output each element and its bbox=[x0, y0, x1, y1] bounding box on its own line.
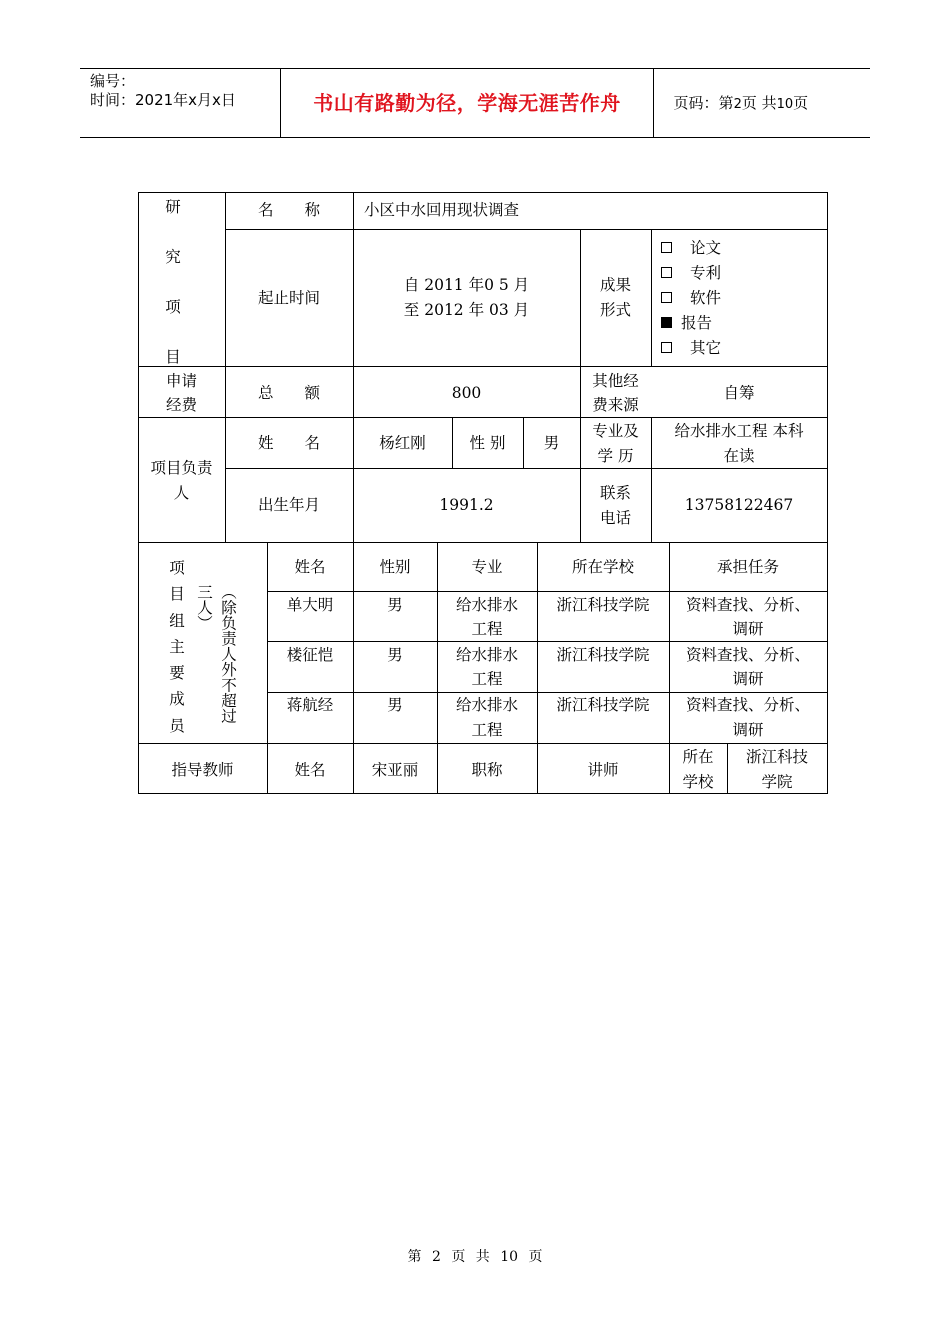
member-major-1: 给水排水 bbox=[455, 646, 518, 664]
application-form-table bbox=[138, 192, 828, 794]
page-total: 10 bbox=[776, 97, 794, 112]
page-footer: 第 2 页 共 10 页 bbox=[407, 1249, 543, 1265]
page-mid: 页 共 bbox=[741, 94, 777, 112]
member-school: 浙江科技学院 bbox=[556, 696, 650, 714]
advisor-title: 讲师 bbox=[587, 761, 619, 779]
members-note: （除负责人外不超过三人） bbox=[195, 584, 237, 724]
leader-gender: 男 bbox=[543, 434, 560, 452]
advisor-school-label-2: 学校 bbox=[682, 773, 714, 791]
member-task-1: 资料查找、分析、 bbox=[685, 696, 810, 714]
header-meta bbox=[80, 69, 281, 137]
time-label: 时间：2021年x月x日 bbox=[90, 91, 236, 109]
result-form-label-2: 形式 bbox=[599, 301, 631, 319]
option-paper[interactable]: 论文 bbox=[661, 236, 721, 261]
option-software[interactable]: 软件 bbox=[661, 286, 721, 311]
member-task-2: 调研 bbox=[732, 620, 764, 638]
advisor-school-2: 学院 bbox=[761, 773, 793, 791]
funding-label-1: 申请 bbox=[165, 372, 197, 390]
funding-label-2: 经费 bbox=[165, 396, 197, 414]
member-task-1: 资料查找、分析、 bbox=[685, 646, 810, 664]
member-major-2: 工程 bbox=[471, 620, 503, 638]
member-task-2: 调研 bbox=[732, 670, 764, 688]
checkbox-icon bbox=[661, 342, 672, 353]
header-page-info bbox=[664, 69, 870, 137]
page-prefix: 页码：第 bbox=[673, 94, 734, 112]
option-other[interactable]: 其它 bbox=[661, 336, 721, 361]
member-name: 蒋航经 bbox=[286, 696, 334, 714]
footer-page-number: 2 bbox=[431, 1249, 441, 1265]
option-report[interactable]: 报告 bbox=[661, 311, 721, 336]
page-number: 2 bbox=[733, 97, 742, 112]
result-options bbox=[661, 236, 721, 361]
period-label: 起止时间 bbox=[257, 289, 320, 307]
birth-value: 1991.2 bbox=[439, 496, 494, 514]
number-label: 编号： bbox=[90, 72, 136, 90]
other-source-label-2: 费来源 bbox=[592, 396, 639, 414]
total-label: 总 额 bbox=[257, 384, 320, 402]
leader-label-1: 项目负责 bbox=[150, 459, 213, 477]
phone-label-2: 电话 bbox=[599, 509, 631, 527]
advisor-school-label-1: 所在 bbox=[682, 748, 714, 766]
leader-name-label: 姓 名 bbox=[257, 434, 320, 452]
option-patent[interactable]: 专利 bbox=[661, 261, 721, 286]
page-suffix: 页 bbox=[793, 94, 809, 112]
name-label: 名 称 bbox=[257, 201, 320, 219]
advisor-title-label: 职称 bbox=[471, 761, 503, 779]
phone-label-1: 联系 bbox=[599, 484, 631, 502]
member-name: 楼征恺 bbox=[286, 646, 334, 664]
header-motto: 书山有路勤为径，学海无涯苦作舟 bbox=[281, 69, 654, 137]
project-name: 小区中水回用现状调查 bbox=[364, 201, 520, 219]
members-label: 项 目 组 主 要 成 员 bbox=[169, 559, 185, 735]
member-header-gender: 性别 bbox=[379, 558, 411, 576]
member-task-1: 资料查找、分析、 bbox=[685, 596, 810, 614]
member-gender: 男 bbox=[387, 696, 403, 714]
period-to: 至 2012 年 03 月 bbox=[403, 301, 530, 319]
member-header-task: 承担任务 bbox=[716, 558, 779, 576]
member-header-school: 所在学校 bbox=[571, 558, 634, 576]
member-major-1: 给水排水 bbox=[455, 596, 518, 614]
major-label-2: 学 历 bbox=[597, 447, 634, 465]
gender-label: 性 别 bbox=[469, 434, 506, 452]
research-project-label: 研 究 项 目 bbox=[165, 198, 181, 366]
member-header-major: 专业 bbox=[471, 558, 503, 576]
phone-value: 13758122467 bbox=[684, 496, 794, 514]
advisor-name: 宋亚丽 bbox=[371, 761, 419, 779]
leader-major-1: 给水排水工程 本科 bbox=[674, 422, 804, 440]
member-major-2: 工程 bbox=[471, 670, 503, 688]
checkbox-icon bbox=[661, 292, 672, 303]
member-school: 浙江科技学院 bbox=[556, 646, 650, 664]
advisor-label: 指导教师 bbox=[171, 761, 234, 779]
member-task-2: 调研 bbox=[732, 721, 764, 739]
result-form-label-1: 成果 bbox=[599, 276, 631, 294]
birth-label: 出生年月 bbox=[257, 496, 320, 514]
member-gender: 男 bbox=[387, 646, 403, 664]
period-from: 自 2011 年0 5 月 bbox=[403, 276, 530, 294]
checkbox-icon bbox=[661, 242, 672, 253]
leader-label-2: 人 bbox=[173, 484, 190, 502]
member-school: 浙江科技学院 bbox=[556, 596, 650, 614]
advisor-name-label: 姓名 bbox=[294, 761, 326, 779]
total-value: 800 bbox=[451, 384, 482, 402]
page-header bbox=[80, 68, 870, 138]
member-major-2: 工程 bbox=[471, 721, 503, 739]
member-gender: 男 bbox=[387, 596, 403, 614]
other-source-value: 自筹 bbox=[723, 384, 755, 402]
footer-page-total: 10 bbox=[500, 1249, 519, 1265]
checkbox-checked-icon bbox=[661, 317, 672, 328]
member-name: 单大明 bbox=[286, 596, 334, 614]
member-header-name: 姓名 bbox=[294, 558, 326, 576]
checkbox-icon bbox=[661, 267, 672, 278]
other-source-label-1: 其他经 bbox=[592, 372, 639, 390]
major-label-1: 专业及 bbox=[592, 422, 639, 440]
member-major-1: 给水排水 bbox=[455, 696, 518, 714]
leader-major-2: 在读 bbox=[723, 447, 755, 465]
leader-name: 杨红刚 bbox=[379, 434, 426, 452]
advisor-school-1: 浙江科技 bbox=[745, 748, 808, 766]
